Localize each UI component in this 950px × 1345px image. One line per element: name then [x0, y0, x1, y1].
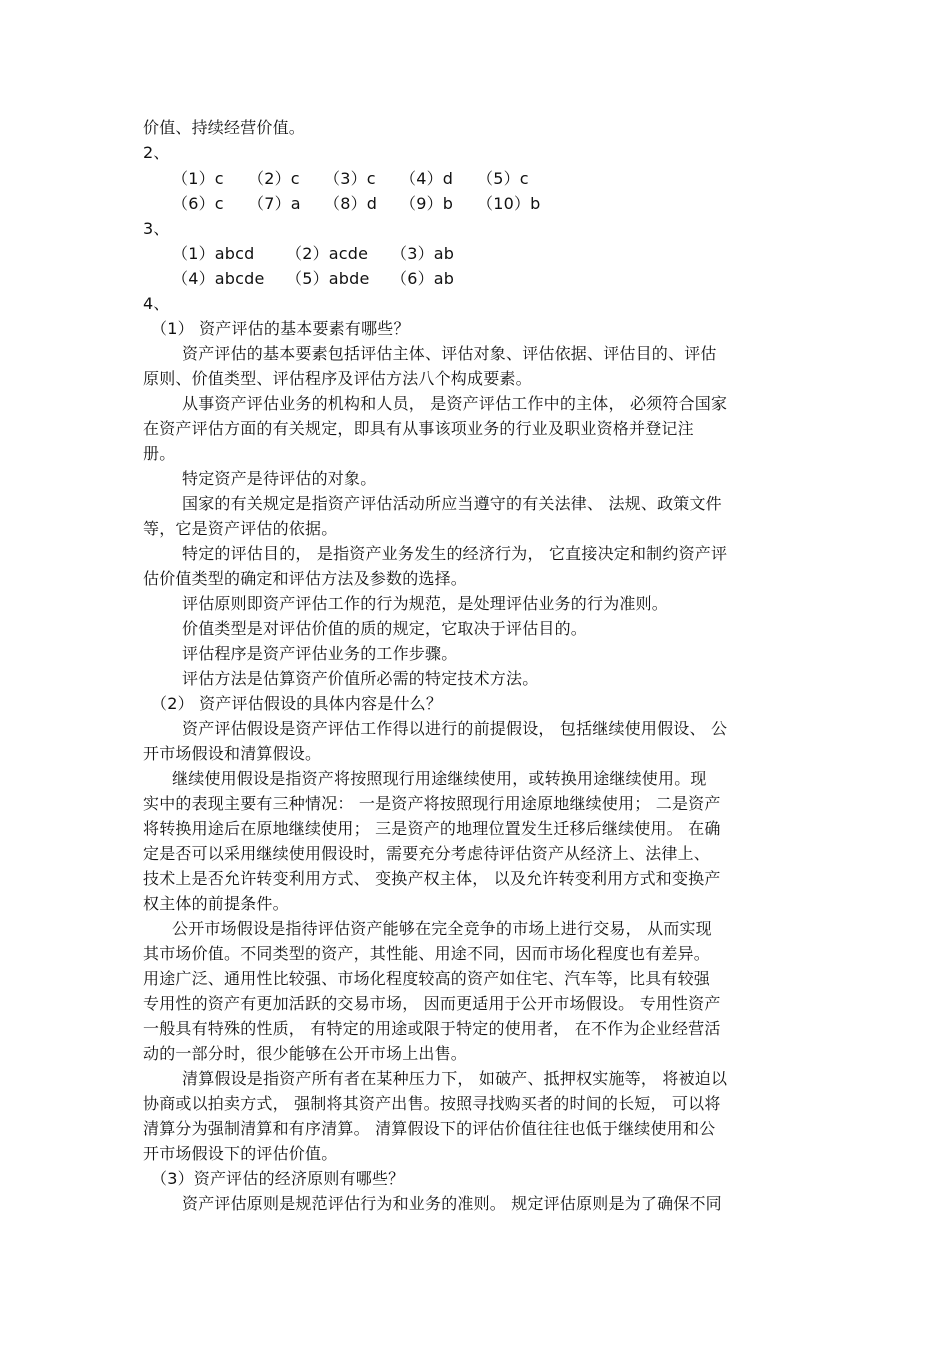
- paragraph-line: 等，它是资产评估的依据。: [143, 519, 338, 538]
- paragraph-line: 专用性的资产有更加活跃的交易市场， 因而更适用于公开市场假设。 专用性资产: [143, 994, 721, 1013]
- paragraph-line: 资产评估的基本要素包括评估主体、评估对象、评估依据、评估目的、评估: [182, 344, 717, 363]
- section-3-number: 3、: [143, 219, 170, 238]
- paragraph-line: 国家的有关规定是指资产评估活动所应当遵守的有关法律、 法规、政策文件: [182, 494, 722, 513]
- paragraph-line: 估价值类型的确定和评估方法及参数的选择。: [143, 569, 468, 588]
- question-3-title: （3）资产评估的经济原则有哪些？: [151, 1169, 405, 1188]
- paragraph-line: 评估原则即资产评估工作的行为规范，是处理评估业务的行为准则。: [182, 594, 669, 613]
- paragraph-line: 清算假设是指资产所有者在某种压力下， 如破产、抵押权实施等， 将被迫以: [182, 1069, 728, 1088]
- answer-item: （1）abcd: [172, 244, 255, 263]
- paragraph-line: 清算分为强制清算和有序清算。 清算假设下的评估价值往往也低于继续使用和公: [143, 1119, 716, 1138]
- answer-item: （2）c: [248, 169, 300, 188]
- paragraph-line: 资产评估原则是规范评估行为和业务的准则。 规定评估原则是为了确保不同: [182, 1194, 722, 1213]
- paragraph-line: 资产评估假设是资产评估工作得以进行的前提假设， 包括继续使用假设、 公: [182, 719, 728, 738]
- paragraph-line: 公开市场假设是指待评估资产能够在完全竞争的市场上进行交易， 从而实现: [172, 919, 712, 938]
- paragraph-line: 将转换用途后在原地继续使用； 三是资产的地理位置发生迁移后继续使用。 在确: [143, 819, 721, 838]
- answer-item: （9）b: [400, 194, 454, 213]
- paragraph-line: 其市场价值。不同类型的资产，其性能、用途不同，因而市场化程度也有差异。: [143, 944, 711, 963]
- paragraph-line: 用途广泛、通用性比较强、市场化程度较高的资产如住宅、汽车等，比具有较强: [143, 969, 711, 988]
- paragraph-line: 技术上是否允许转变利用方式、 变换产权主体， 以及允许转变利用方式和变换产: [143, 869, 721, 888]
- section-4-number: 4、: [143, 294, 170, 313]
- paragraph-line: 从事资产评估业务的机构和人员， 是资产评估工作中的主体， 必须符合国家: [182, 394, 728, 413]
- answer-item: （7）a: [248, 194, 301, 213]
- answer-item: （5）c: [477, 169, 529, 188]
- answer-item: （4）d: [400, 169, 454, 188]
- paragraph-line: 继续使用假设是指资产将按照现行用途继续使用，或转换用途继续使用。现: [172, 769, 707, 788]
- paragraph-line: 动的一部分时，很少能够在公开市场上出售。: [143, 1044, 468, 1063]
- question-1-title: （1） 资产评估的基本要素有哪些？: [151, 319, 410, 338]
- paragraph-line: 评估程序是资产评估业务的工作步骤。: [182, 644, 458, 663]
- paragraph-line: 协商或以拍卖方式， 强制将其资产出售。按照寻找购买者的时间的长短， 可以将: [143, 1094, 721, 1113]
- paragraph-line: 特定的评估目的， 是指资产业务发生的经济行为， 它直接决定和制约资产评: [182, 544, 728, 563]
- answer-item: （1）c: [172, 169, 224, 188]
- paragraph-line: 特定资产是待评估的对象。: [182, 469, 377, 488]
- paragraph-line: 在资产评估方面的有关规定，即具有从事该项业务的行业及职业资格并登记注: [143, 419, 694, 438]
- answer-item: （5）abde: [286, 269, 370, 288]
- answer-item: （10）b: [477, 194, 541, 213]
- answer-item: （2）acde: [286, 244, 369, 263]
- answer-item: （8）d: [324, 194, 378, 213]
- section-2-number: 2、: [143, 143, 170, 162]
- paragraph-line: 原则、价值类型、评估程序及评估方法八个构成要素。: [143, 369, 532, 388]
- answer-item: （3）c: [324, 169, 376, 188]
- paragraph-line: 实中的表现主要有三种情况： 一是资产将按照现行用途原地继续使用； 二是资产: [143, 794, 721, 813]
- answer-item: （6）ab: [391, 269, 455, 288]
- paragraph-line: 一般具有特殊的性质， 有特定的用途或限于特定的使用者， 在不作为企业经营活: [143, 1019, 721, 1038]
- answer-item: （4）abcde: [172, 269, 265, 288]
- paragraph-line: 册。: [143, 444, 176, 463]
- question-2-title: （2） 资产评估假设的具体内容是什么？: [151, 694, 443, 713]
- intro-tail-text: 价值、持续经营价值。: [143, 118, 306, 137]
- paragraph-line: 开市场假设下的评估价值。: [143, 1144, 338, 1163]
- paragraph-line: 价值类型是对评估价值的质的规定，它取决于评估目的。: [182, 619, 588, 638]
- paragraph-line: 评估方法是估算资产价值所必需的特定技术方法。: [182, 669, 539, 688]
- answer-item: （3）ab: [391, 244, 455, 263]
- paragraph-line: 开市场假设和清算假设。: [143, 744, 322, 763]
- paragraph-line: 权主体的前提条件。: [143, 894, 289, 913]
- paragraph-line: 定是否可以采用继续使用假设时，需要充分考虑待评估资产从经济上、法律上、: [143, 844, 711, 863]
- answer-item: （6）c: [172, 194, 224, 213]
